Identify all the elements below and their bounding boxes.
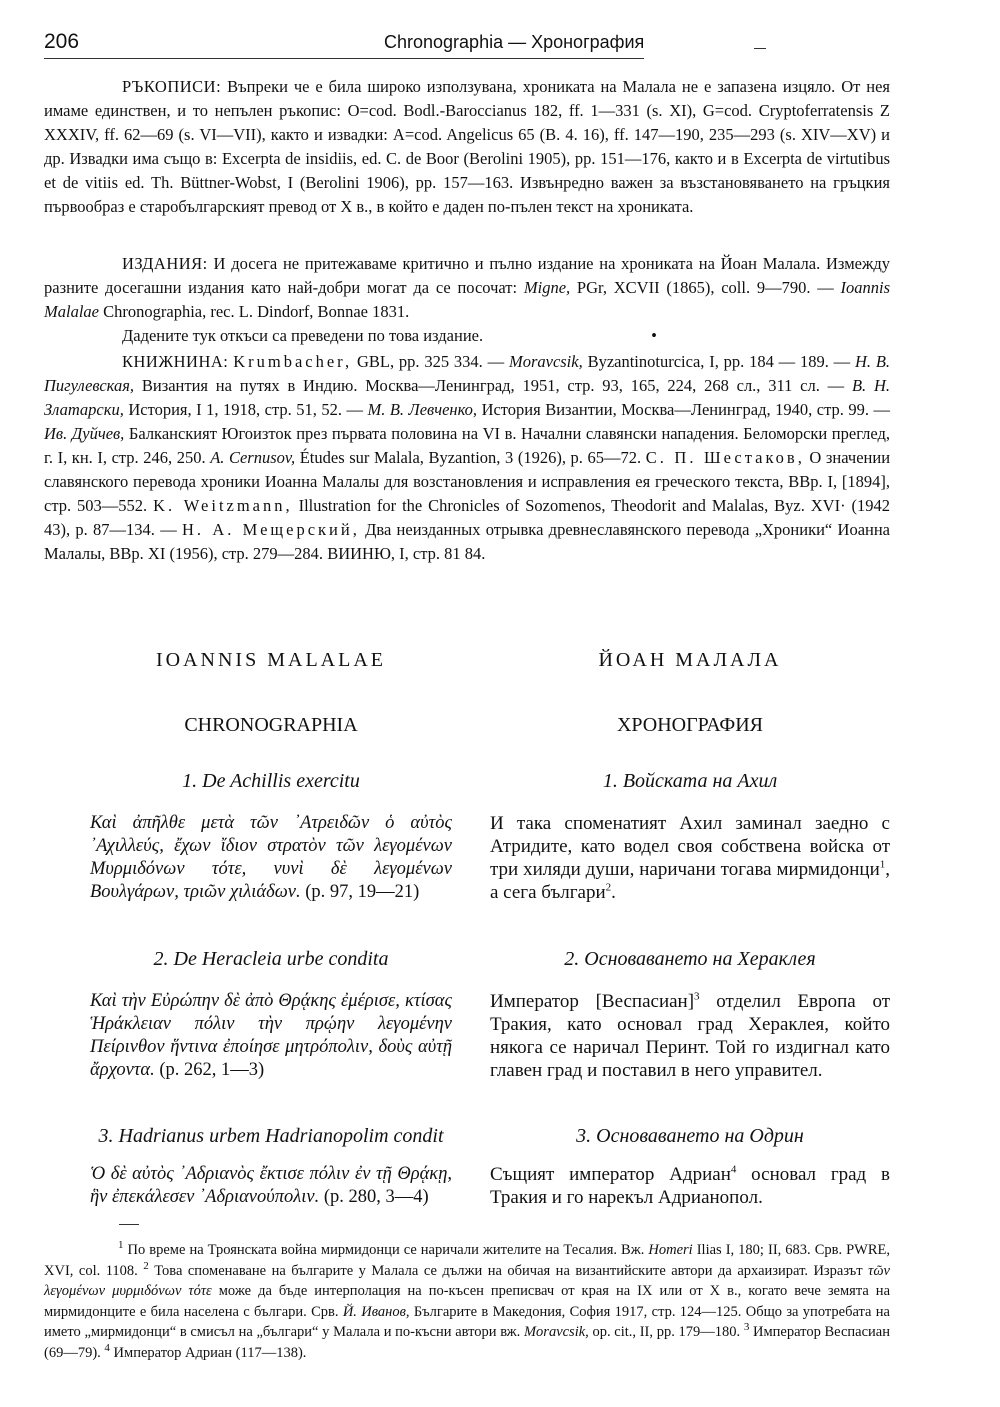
footnote-text: Ilias I, 180; II, 683. Срв. PWRE, XVI, col. 1108. bbox=[44, 1242, 891, 1279]
footnote-italic: Moravcsik, bbox=[523, 1324, 589, 1340]
lit-krumbacher: Krumbacher, bbox=[233, 352, 353, 371]
page-reference: (p. 97, 19—21) bbox=[305, 882, 420, 902]
greek-text: Καὶ τὴν Εὐρώπην δὲ ἀπὸ Θρᾴκης ἐμέρισε, κτίσας Ἡράκλειαν πόλιν τὴν πρῴην λεγομένην Πείρινθον ἥντινα ἐποίησε μητρόπολιν, δοὺς αὐτῇ ἄρχοντα. bbox=[90, 991, 452, 1080]
bulgarian-text: отделил Европа от Тракия, като основал град Хераклея, който някога се наричал Перинт. Той го издигнал като главен град и поставил в него управител. bbox=[490, 991, 891, 1081]
editions-paragraph bbox=[44, 252, 890, 348]
footnote-mark-3: 3 bbox=[743, 1321, 750, 1334]
editions-ioannis: Ioannis Malalae bbox=[44, 278, 891, 321]
lit-author: Ив. Дуйчев, bbox=[44, 424, 125, 443]
manuscripts-lead: РЪКОПИСИ: bbox=[122, 77, 222, 96]
lit-text: История, I 1, 1918, стр. 51, 52. — bbox=[128, 400, 363, 419]
greek-passage-1 bbox=[90, 812, 452, 904]
greek-passage-3 bbox=[90, 1163, 452, 1209]
lit-author: A. Cernusov, bbox=[210, 448, 296, 467]
lit-text: История Византии, Москва—Ленинград, 1940, стр. 99. — bbox=[481, 400, 890, 419]
lit-text: Études sur Malala, Byzantion, 3 (1926), p. 65—72. bbox=[299, 448, 642, 467]
footnote-text: По време на Троянската война мирмидонци се наричали жителите на Тесалия. Вж. bbox=[127, 1242, 645, 1258]
page-reference: (p. 262, 1—3) bbox=[159, 1060, 265, 1080]
footnote-ref-3[interactable]: 3 bbox=[694, 990, 700, 1003]
bulgarian-section-3-title: 3. Основаването на Одрин bbox=[576, 1125, 804, 1147]
manuscripts-text: Въпреки че е била широко използувана, хрониката на Малала не е запазена изцяло. От нея имаме единствен, и то непълен ръкопис: O=cod. Bodl.-Baroccianus 182, ff. 1—331 (s. XI), G=cod. Cryptoferratensis Z XXXIV, ff. 62—69 (s. VI—VII), както и извадки: A=cod. Angelicus 65 (B. 4. 16), ff. 147—190, 235—293 (s. XIV—XV) и др. Извадки има също в: Excerpta de insidiis, ed. C. de Boor (Berolini 1905), pp. 151—176, както и в Excerpta de virtutibus et de vitiis ed. Th. Büttner-Wobst, I (Berolini 1906), pp. 157—163. Извънредно важен за възстановяването на гръцкия първообраз е старобългарският превод от X в., в който е даден по-пълен текст на хрониката. bbox=[44, 77, 890, 216]
lit-text: Byzantinoturcica, I, pp. 184 — 189. — bbox=[587, 352, 851, 371]
footnote-ref-1[interactable]: 1 bbox=[879, 858, 886, 871]
lit-author: М. В. Левченко, bbox=[367, 400, 478, 419]
editions-text-3: Chronographia, rec. L. Dindorf, Bonnae 1831. bbox=[103, 302, 410, 321]
header-dash bbox=[754, 48, 766, 49]
footnote-ref-2[interactable]: 2 bbox=[605, 881, 612, 894]
lit-author-spaced: С. П. Шестаков, bbox=[645, 448, 805, 467]
bulgarian-text: . bbox=[611, 882, 616, 903]
bulgarian-section-2-title: 2. Основаването на Хераклея bbox=[564, 948, 816, 970]
footnote-mark-1: 1 bbox=[118, 1239, 124, 1252]
editions-text-1: И досега не притежаваме критично и пълно издание на хрониката на Йоан Малала. Измежду разните досегашни издания като най-добри могат да се посочат: bbox=[44, 254, 891, 297]
footnote-mark-2: 2 bbox=[143, 1259, 149, 1272]
footnotes bbox=[44, 1240, 890, 1363]
stray-dot: • bbox=[651, 326, 657, 345]
lit-text: О значении славянского перевода хроники Иоанна Малалы для возстановления и исправления ея греческого текста, ВВр. I, [1894], стр. 503—552. bbox=[44, 448, 891, 515]
latin-author-heading: IOANNIS MALALAE bbox=[156, 649, 386, 671]
lit-text: Балканският Югоизток през първата половина на VI в. Начални славянски нападения. Беломорски преглед, г. I, кн. I, стр. 246, 250. bbox=[44, 424, 890, 467]
footnote-text: Император Адриан (117—138). bbox=[113, 1344, 307, 1361]
greek-passage-2 bbox=[90, 990, 452, 1082]
page-header bbox=[44, 30, 944, 60]
footnote-text: Император Веспасиан (69—79). bbox=[44, 1324, 890, 1361]
lit-author: Moravcsik, bbox=[508, 352, 583, 371]
footnote-text: Това споменаване на българите у Малала се дължи на обичая на византийските автори да архаизират. Изразът bbox=[154, 1262, 863, 1279]
literature-lead: КНИЖНИНА: bbox=[122, 352, 229, 371]
running-head: Chronographia — Хронография bbox=[384, 32, 645, 52]
latin-section-2-title: 2. De Heracleia urbe condita bbox=[153, 948, 389, 970]
bulgarian-section-1-title: 1. Войската на Ахил bbox=[602, 770, 778, 792]
bulgarian-passage-3 bbox=[490, 1163, 890, 1209]
lit-author-spaced: K. Weitzmann, bbox=[153, 496, 293, 515]
footnote-italic: Homeri bbox=[648, 1242, 693, 1258]
footnote-text: Българите в Македония, София 1917, стр. 124—125. Общо за употребата на името „мирмидонци“ в смисъл на „българи“ у Малала и по-късни автори вж. bbox=[44, 1303, 890, 1340]
lit-author-spaced: Н. А. Мещерский, bbox=[182, 520, 360, 539]
bulgarian-passage-2 bbox=[490, 990, 890, 1082]
footnote-italic: Й. Иванов, bbox=[342, 1303, 410, 1320]
lit-text: GBL, pp. 325 334. — bbox=[356, 352, 505, 371]
footnote-text: може да бъде интерполация на по-късен преписвач от края на IX или от X в., когато вече земята на мирмидонците е била населена с българи. Срв. bbox=[44, 1283, 890, 1320]
lit-text: ВИИНЮ, I, стр. 81 84. bbox=[327, 544, 486, 563]
manuscripts-paragraph bbox=[44, 75, 890, 219]
greek-text: Καὶ ἀπῆλθε μετὰ τῶν ᾿Ατρειδῶν ὁ αὐτὸς ᾿Αχιλλεύς, ἔχων ἴδιον στρατὸν τῶν λεγομένων Μυρμιδόνων τότε, νυνὶ δὲ λεγομένων Βουλγάρων, τριῶν χιλιάδων. bbox=[90, 813, 452, 902]
footnote-greek: τῶν λεγομένων μυρμιδόνων τότε bbox=[44, 1262, 890, 1299]
bulgarian-text: основал град в Тракия и го нарекъл Адрианопол. bbox=[490, 1164, 890, 1208]
page-number: 206 bbox=[44, 30, 80, 53]
bulgarian-text: , а сега българи bbox=[490, 859, 890, 903]
editions-migne: Migne, bbox=[523, 278, 571, 297]
bulgarian-author-heading: ЙОАН МАЛАЛА bbox=[598, 649, 782, 671]
literature-paragraph bbox=[44, 350, 890, 566]
latin-title-heading: CHRONOGRAPHIA bbox=[184, 714, 358, 736]
footnote-mark-4: 4 bbox=[104, 1341, 110, 1354]
bulgarian-text: И така споменатият Ахил заминал заедно с Атридите, като водел своя собствена войска от три хиляди души, наричани тогава мирмидонци bbox=[490, 813, 890, 880]
bulgarian-title-heading: ХРОНОГРАФИЯ bbox=[616, 714, 764, 736]
bulgarian-text: Същият император Адриан bbox=[490, 1164, 731, 1185]
editions-text-2: PGr, XCVII (1865), coll. 9—790. — bbox=[576, 278, 834, 297]
latin-section-1-title: 1. De Achillis exercitu bbox=[182, 770, 360, 792]
lit-text: Два неизданных отрывка древнеславянского перевода „Хроники“ Иоанна Малалы, ВВр. XI (1956), стр. 279—284. bbox=[44, 520, 891, 563]
bulgarian-passage-1 bbox=[490, 812, 890, 904]
lit-author: Н. В. Пигулевская, bbox=[44, 352, 891, 395]
header-rule bbox=[44, 58, 644, 59]
editions-note: Дадените тук откъси са преведени по това издание. bbox=[122, 326, 484, 345]
latin-section-3-title: 3. Hadrianus urbem Hadrianopolim condit bbox=[98, 1125, 444, 1147]
page-reference: (p. 280, 3—4) bbox=[323, 1187, 429, 1207]
footnote-ref-4[interactable]: 4 bbox=[730, 1163, 737, 1176]
greek-text: Ὁ δὲ αὐτὸς ᾿Αδριανὸς ἔκτισε πόλιν ἐν τῇ Θρᾴκῃ, ἣν ἐπεκάλεσεν ᾿Αδριανούπολιν. bbox=[90, 1164, 452, 1207]
footnote-rule bbox=[119, 1224, 139, 1225]
editions-lead: ИЗДАНИЯ: bbox=[122, 254, 208, 273]
bulgarian-text: Император [Веспасиан] bbox=[490, 991, 695, 1012]
lit-text: Византия на путях в Индию. Москва—Ленинград, 1951, стр. 93, 165, 224, 268 сл., 311 сл. — bbox=[141, 376, 845, 395]
lit-text: Illustration for the Chronicles of Sozomenos, Theodorit and Malalas, Byz. XVI· (1942 43), p. 87—134. — bbox=[44, 496, 891, 539]
lit-author: В. Н. Златарски, bbox=[44, 376, 891, 419]
footnote-text: op. cit., II, pp. 179—180. bbox=[592, 1324, 741, 1340]
